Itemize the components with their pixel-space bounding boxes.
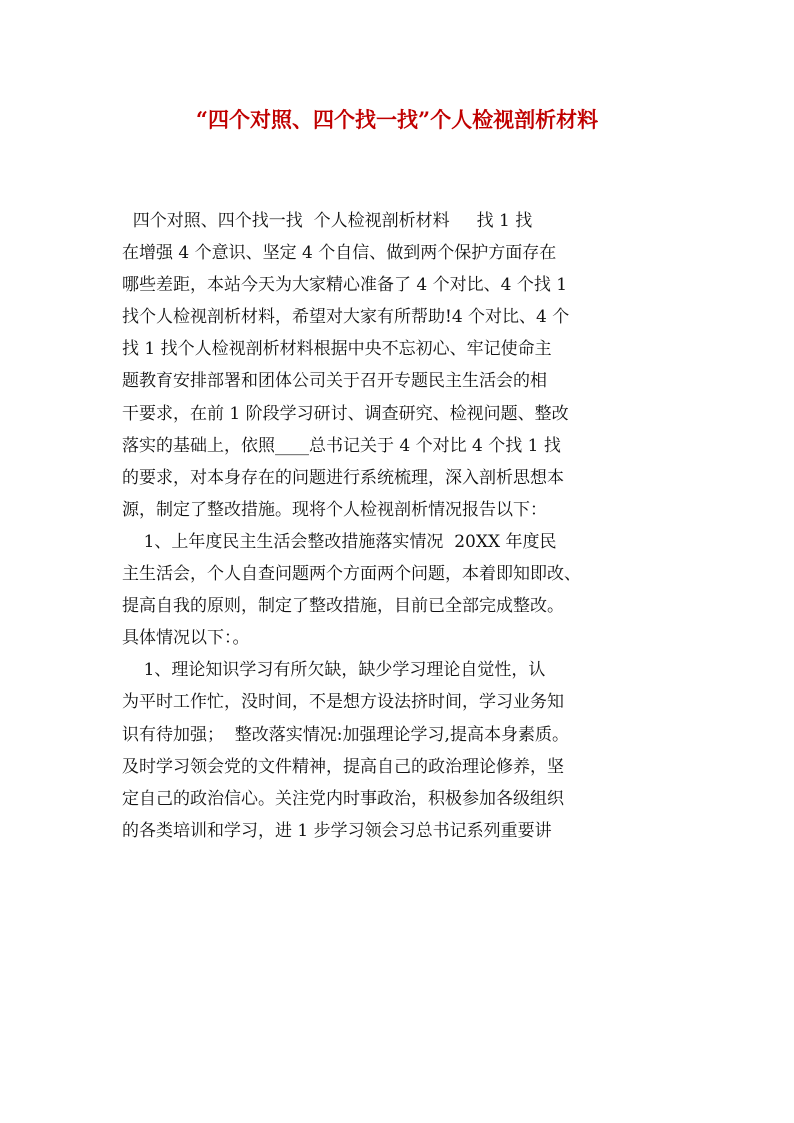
body-line: 找 1 找个人检视剖析材料根据中央不忘初心、牢记使命主 bbox=[122, 339, 552, 360]
body-line: 的各类培训和学习，进 1 步学习领会习总书记系列重要讲 bbox=[122, 820, 552, 841]
body-line: 及时学习领会党的文件精神，提高自己的政治理论修养，坚 bbox=[122, 756, 564, 777]
document-body bbox=[122, 205, 672, 847]
body-line: 的要求，对本身存在的问题进行系统梳理，深入剖析思想本 bbox=[122, 467, 564, 488]
body-line: 题教育安排部署和团体公司关于召开专题民主生活会的相 bbox=[122, 371, 547, 392]
body-line: 源，制定了整改措施。现将个人检视剖析情况报告以下： bbox=[122, 499, 547, 520]
body-line: 识有待加强； 整改落实情况:加强理论学习,提高本身素质。 bbox=[122, 724, 569, 745]
body-line: 提高自我的原则，制定了整改措施，目前已全部完成整改。 bbox=[122, 596, 564, 617]
body-line: 找个人检视剖析材料，希望对大家有所帮助!4 个对比、4 个 bbox=[122, 307, 570, 328]
body-line: 哪些差距，本站今天为大家精心准备了 4 个对比、4 个找 1 bbox=[122, 275, 568, 296]
body-line: 四个对照、四个找一找 个人检视剖析材料 找 1 找 bbox=[122, 211, 533, 231]
body-line: 1、上年度民主生活会整改措施落实情况 20XX 年度民 bbox=[122, 531, 557, 552]
body-line: 具体情况以下：。 bbox=[122, 628, 250, 649]
body-line: 在增强 4 个意识、坚定 4 个自信、做到两个保护方面存在 bbox=[122, 243, 557, 264]
body-line: 定自己的政治信心。关注党内时事政治，积极参加各级组织 bbox=[122, 788, 564, 809]
body-line: 干要求，在前 1 阶段学习研讨、调查研究、检视问题、整改 bbox=[122, 403, 569, 424]
body-line: 1、理论知识学习有所欠缺，缺少学习理论自觉性，认 bbox=[122, 660, 546, 681]
document-title: “四个对照、四个找一找”个人检视剖析材料 bbox=[195, 107, 599, 132]
body-line: 主生活会，个人自查问题两个方面两个问题，本着即知即改、 bbox=[122, 564, 581, 585]
body-line: 落实的基础上，依照____总书记关于 4 个对比 4 个找 1 找 bbox=[122, 435, 561, 456]
body-line: 为平时工作忙，没时间，不是想方设法挤时间，学习业务知 bbox=[122, 692, 564, 713]
